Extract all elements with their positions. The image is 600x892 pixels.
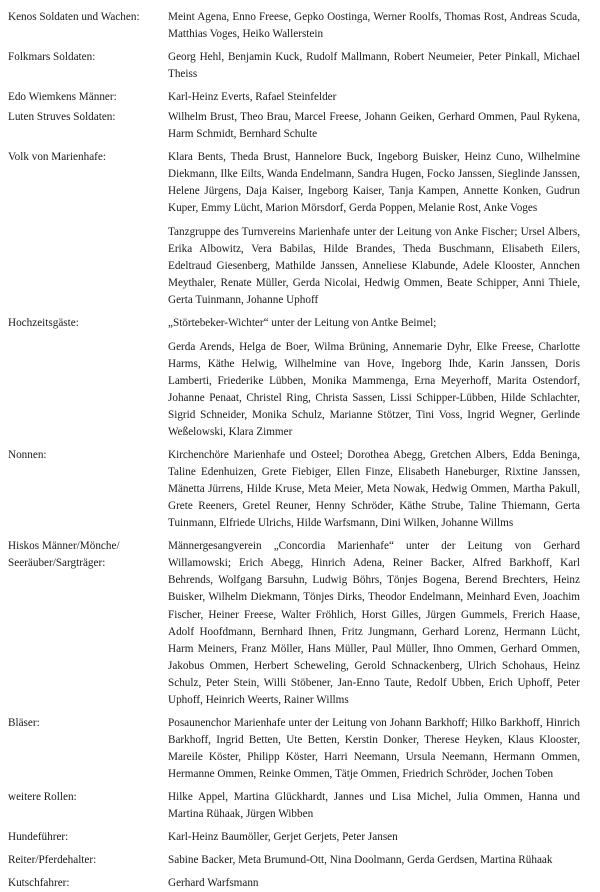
role-label-line: Reiter/Pferdehalter:: [8, 853, 97, 866]
cast-names: [168, 109, 580, 143]
role-label-line: Kutschfahrer:: [8, 876, 70, 889]
cast-names: [168, 789, 580, 823]
names-paragraph: Tanzgruppe des Turnvereins Marienhafe unter der Leitung von Anke Fischer; Ursel Albers, Erika Albowitz, Vera Babilas, Hilde Brandes, Theda Buschmann, Elisabeth Eilers, Edeltraud Giesenberg, Mathilde Janssen, Anneliese Klabunde, Adele Klooster, Annchen Meythaler, Renate Müller, Gerda Nicolai, Hedwig Ommen, Beate Schipper, Anni Thiele, Gerta Tuinmann, Johanne Uphoff: [168, 226, 580, 307]
role-label: [8, 49, 168, 83]
cast-row: [8, 109, 580, 143]
role-label-line: Seeräuber/Sargträger:: [8, 557, 106, 570]
role-label: [8, 315, 168, 441]
role-label-line: Edo Wiemkens Männer:: [8, 91, 117, 104]
cast-names: [168, 447, 580, 532]
names-paragraph: Gerhard Warfsmann: [168, 876, 259, 889]
cast-row: [8, 875, 580, 892]
names-paragraph: Klara Bents, Theda Brust, Hannelore Buck, Ingeborg Buisker, Heinz Cuno, Wilhelmine Diekmann, Ilke Eilts, Wanda Endelmann, Sandra Hugen, Focko Janssen, Sieglinde Janssen, Helene Jürgens, Daja Kaiser, Ingeborg Kaiser, Tanja Kampen, Annette Konken, Gudrun Kuper, Emmy Lücht, Marion Mörsdorf, Gerda Poppen, Melanie Rost, Anke Voges: [168, 151, 580, 215]
cast-row: [8, 149, 580, 309]
cast-row: [8, 789, 580, 823]
role-label: [8, 538, 168, 708]
role-label: [8, 852, 168, 869]
cast-row: [8, 447, 580, 532]
role-label-line: Hundeführer:: [8, 830, 69, 843]
role-label-line: weitere Rollen:: [8, 790, 77, 803]
cast-names: [168, 9, 580, 43]
role-label: [8, 829, 168, 846]
cast-names: [168, 852, 580, 869]
role-label-line: Luten Struves Soldaten:: [8, 111, 116, 124]
role-label-line: Volk von Marienhafe:: [8, 151, 106, 164]
cast-row: [8, 315, 580, 441]
role-label-line: Folkmars Soldaten:: [8, 51, 96, 64]
names-paragraph: Sabine Backer, Meta Brumund-Ott, Nina Doolmann, Gerda Gerdsen, Martina Rühaak: [168, 853, 553, 866]
names-paragraph: Hilke Appel, Martina Glückhardt, Jannes und Lisa Michel, Julia Ommen, Hanna und Martina Rühaak, Jürgen Wibben: [168, 790, 580, 820]
role-label: [8, 715, 168, 783]
names-paragraph: Männergesangverein „Concordia Marienhafe“ unter der Leitung von Gerhard Willamowski; Erich Abegg, Hinrich Adena, Reiner Backer, Alfred Barkhoff, Karl Behrends, Wolfgang Barsuhn, Ludwig Böhrs, Tönjes Bogena, Berend Brechters, Heinz Buisker, Wilhelm Diekmann, Tönjes Dirks, Theodor Endelmann, Meinhard Even, Joachim Fischer, Heiner Freese, Walter Fröhlich, Horst Gilles, Jürgen Gummels, Frerich Haase, Adolf Hoofdmann, Bernhard Ihnen, Fritz Jungmann, Gerhard Lorenz, Hermann Lücht, Harm Meiners, Franz Möller, Hans Müller, Paul Müller, Ihno Ommen, Gerhard Ommen, Jakobus Ommen, Herbert Scheweling, Gerold Schnackenberg, Ulrich Schohaus, Heinz Schulz, Peter Stein, Willi Stöbener, Jan-Enno Taute, Redolf Ubben, Erich Uphoff, Peter Uphoff, Heinrich Weerts, Rainer Willms: [168, 540, 580, 706]
cast-names: [168, 875, 580, 892]
cast-names: [168, 538, 580, 708]
cast-names: [168, 829, 580, 846]
cast-row: [8, 829, 580, 846]
names-paragraph: Georg Hehl, Benjamin Kuck, Rudolf Mallmann, Robert Neumeier, Peter Pinkall, Michael Theiss: [168, 51, 580, 81]
cast-row: [8, 715, 580, 783]
role-label-line: Hiskos Männer/Mönche/: [8, 540, 120, 553]
role-label-line: Bläser:: [8, 716, 40, 729]
cast-row: [8, 9, 580, 43]
cast-row: [8, 852, 580, 869]
role-label-line: Hochzeitsgäste:: [8, 317, 79, 330]
role-label: [8, 789, 168, 823]
role-label: [8, 109, 168, 143]
role-label: [8, 447, 168, 532]
names-paragraph: Gerda Arends, Helga de Boer, Wilma Brüning, Annemarie Dyhr, Elke Freese, Charlotte Harms, Käthe Helwig, Wilhelmine van Hove, Ingeborg Ihde, Karin Janssen, Doris Lamberti, Friederike Lübben, Monika Mammenga, Erna Meyerhoff, Marita Ostendorf, Johanne Penaat, Christel Ring, Christa Sassen, Lissi Schipper-Lübben, Hilde Schlachter, Sigrid Schneider, Monika Schulz, Marianne Stötzer, Tini Voss, Ingrid Wegner, Gerlinde Weßelowski, Klara Zimmer: [168, 341, 580, 439]
cast-row: [8, 538, 580, 708]
cast-names: [168, 315, 580, 441]
cast-names: [168, 715, 580, 783]
names-paragraph: Karl-Heinz Baumöller, Gerjet Gerjets, Peter Jansen: [168, 830, 398, 843]
cast-row: [8, 49, 580, 83]
role-label: [8, 9, 168, 43]
cast-names: [168, 149, 580, 309]
role-label: [8, 875, 168, 892]
role-label: [8, 89, 168, 106]
names-paragraph: Wilhelm Brust, Theo Brau, Marcel Freese, Johann Geiken, Gerhard Ommen, Paul Rykena, Harm Schmidt, Bernhard Schulte: [168, 111, 580, 141]
names-paragraph: Kirchenchöre Marienhafe und Osteel; Dorothea Abegg, Gretchen Albers, Edda Beninga, Taline Edenhuizen, Grete Fiebiger, Ellen Finze, Elisabeth Haneburger, Rixtine Janssen, Mänetta Jürrens, Hilde Kruse, Meta Meier, Meta Nowak, Hedwig Ommen, Martha Pakull, Grete Reeners, Gretel Reuner, Henny Schröder, Käthe Strube, Taline Thiemann, Gerta Tuinmann, Elfriede Ulrichs, Hilde Warfsmann, Dini Wilken, Johanne Willms: [168, 449, 580, 530]
role-label-line: Kenos Soldaten und Wachen:: [8, 11, 140, 23]
names-paragraph: Posaunenchor Marienhafe unter der Leitung von Johann Barkhoff; Hilko Barkhoff, Hinrich Barkhoff, Ingrid Betten, Ute Betten, Kerstin Donker, Therese Heyken, Klaus Klooster, Mareile Köster, Philipp Köster, Harri Neemann, Ursula Neemann, Hermann Ommen, Hermanne Ommen, Reinke Ommen, Tätje Ommen, Friedrich Schröder, Jochen Toben: [168, 716, 580, 780]
role-label: [8, 149, 168, 309]
cast-row: [8, 89, 580, 106]
role-label-line: Nonnen:: [8, 449, 47, 462]
cast-names: [168, 89, 580, 106]
names-paragraph: „Störtebeker-Wichter“ unter der Leitung von Antke Beimel;: [168, 317, 437, 330]
names-paragraph: Karl-Heinz Everts, Rafael Steinfelder: [168, 91, 337, 104]
names-paragraph: Meint Agena, Enno Freese, Gepko Oostinga, Werner Roolfs, Thomas Rost, Andreas Scuda, Matthias Voges, Heiko Wallerstein: [168, 11, 580, 41]
cast-names: [168, 49, 580, 83]
